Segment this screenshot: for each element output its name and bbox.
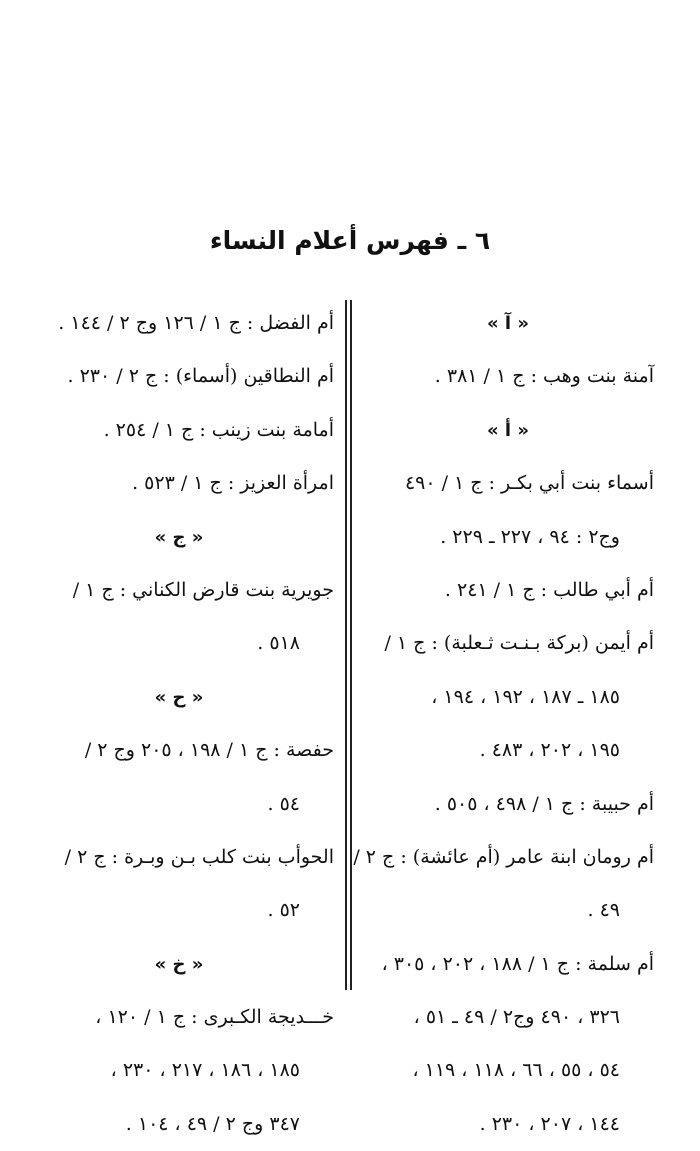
index-entry: امرأة العزيز : ج ١ / ٥٢٣ . [132,472,334,495]
index-entry: جويرية بنت قارض الكناني : ج ١ / [72,578,334,601]
index-entry-continuation: ٥٤ . [267,792,300,815]
index-entry-continuation: ٥١٨ . [257,632,300,655]
letter-header-ha: « ح » [154,686,204,708]
index-entry-continuation: ٥٢ . [267,899,300,922]
index-entry: أم سلمة : ج ١ / ١٨٨ ، ٢٠٢ ، ٣٠٥ ، [381,952,654,975]
letter-header-kha: « خ » [154,953,204,975]
index-entry-continuation: ١٤٤ ، ٢٠٧ ، ٢٣٠ . [479,1112,620,1135]
index-entry: أسماء بنت أبي بكـر : ج ١ / ٤٩٠ [404,472,654,495]
index-entry: خـــديجة الكـبرى : ج ١ / ١٢٠ ، [95,1006,334,1029]
letter-header-alif-hamza: « أ » [487,419,529,441]
index-entry: أم الفضل : ج ١ / ١٢٦ وج ٢ / ١٤٤ . [58,312,334,334]
index-entry-continuation: ٣٢٦ ، ٤٩٠ وج٢ / ٤٩ ـ ٥١ ، [413,1006,620,1029]
index-entry-continuation: ٤٩ . [587,899,620,922]
index-entry-continuation: ١٨٥ ، ١٨٦ ، ٢١٧ ، ٢٣٠ ، [110,1059,300,1082]
index-entry: أمامة بنت زينب : ج ١ / ٢٥٤ . [103,418,334,441]
index-column-left [24,297,334,1151]
page-title: ٦ ـ فهرس أعلام النساء [209,226,491,255]
index-entry-continuation: ٥٤ ، ٥٥ ، ٦٦ ، ١١٨ ، ١١٩ ، [412,1059,620,1082]
index-entry-continuation: ١٩٥ ، ٢٠٢ ، ٤٨٣ . [479,739,620,762]
index-entry: حفصة : ج ١ / ١٩٨ ، ٢٠٥ وج ٢ / [84,739,334,762]
index-entry-continuation: وج٢ : ٩٤ ، ٢٢٧ ـ ٢٢٩ . [440,525,620,548]
column-divider-rule [345,300,347,990]
index-entry: أم أبي طالب : ج ١ / ٢٤١ . [444,578,654,601]
index-entry-continuation: ١٨٥ ـ ١٨٧ ، ١٩٢ ، ١٩٤ ، [431,685,620,708]
index-entry: أم رومان ابنة عامر (أم عائشة) : ج ٢ / [353,845,654,868]
column-divider-rule [350,300,352,990]
index-entry: أم حبيبة : ج ١ / ٤٩٨ ، ٥٠٥ . [434,792,654,815]
index-entry: آمنة بنت وهب : ج ١ / ٣٨١ . [434,365,654,388]
index-entry-continuation: ٣٤٧ وج ٢ / ٤٩ ، ١٠٤ . [125,1112,300,1135]
index-entry: أم أيمن (بركة بـنـت ثـعلبة) : ج ١ / [384,632,654,655]
index-column-right [353,297,654,1151]
letter-header-alif-madda: « آ » [487,313,529,334]
letter-header-jim: « ج » [154,526,204,548]
index-entry: الحوأب بنت كلب بـن وبـرة : ج ٢ / [64,845,334,868]
index-entry: أم النطاقين (أسماء) : ج ٢ / ٢٣٠ . [67,365,334,388]
